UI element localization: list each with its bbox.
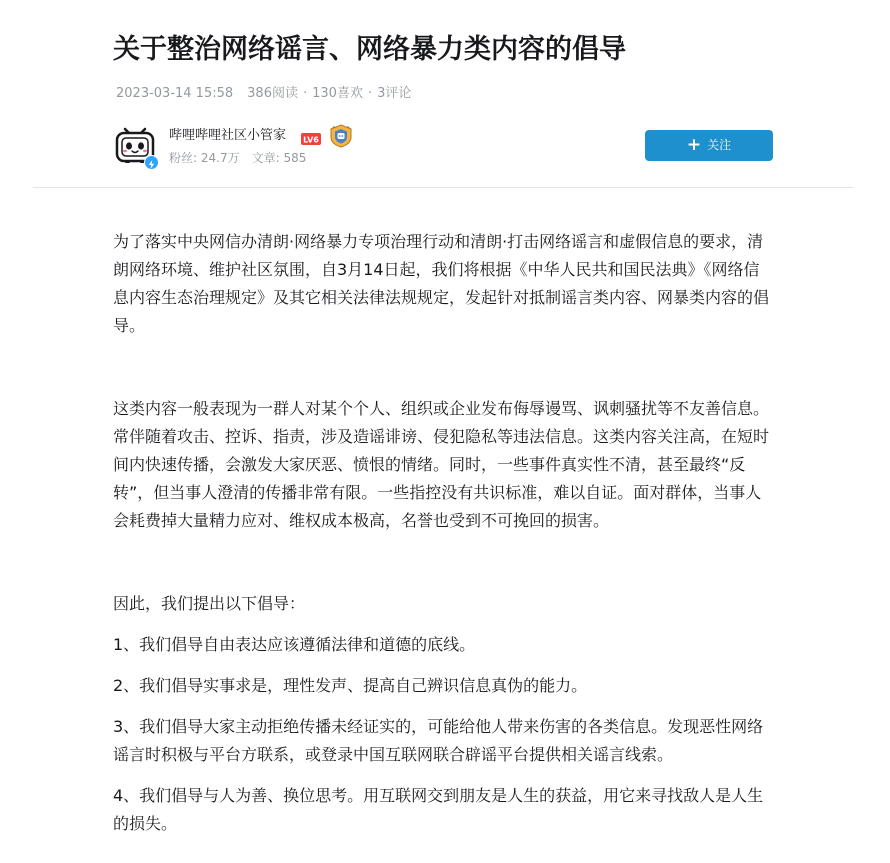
list-item: 3、我们倡导大家主动拒绝传播未经证实的，可能给他人带来伤害的各类信息。发现恶性网络谣言时积极与平台方联系，或登录中国互联网联合辟谣平台提供相关谣言线索。 — [113, 717, 764, 764]
verified-lightning-icon — [144, 155, 159, 170]
article-title: 关于整治网络谣言、网络暴力类内容的倡导 — [113, 34, 626, 65]
view-count: 386阅读 — [247, 86, 298, 101]
level-badge-icon — [301, 130, 321, 145]
list-item: 2、我们倡导实事求是，理性发声、提高自己辨识信息真伪的能力。 — [113, 676, 588, 695]
follow-button[interactable] — [645, 130, 773, 161]
fans-count: 24.7万 — [200, 151, 240, 165]
publish-date: 2023-03-14 15:58 — [116, 86, 234, 101]
meta-separator: · — [367, 86, 373, 101]
divider — [33, 187, 853, 188]
articles-count: 585 — [283, 151, 307, 165]
paragraph: 为了落实中央网信办清朗·网络暴力专项治理行动和清朗·打击网络谣言和虚假信息的要求，清朗网络环境、维护社区氛围，自3月14日起，我们将根据《中华人民共和国民法典》《网络信息内容生态治理规定》及其它相关法律法规规定，发起针对抵制谣言类内容、网暴类内容的倡导。 — [113, 232, 770, 335]
like-count: 130喜欢 — [312, 86, 363, 101]
articles-label: 文章: — [251, 151, 280, 165]
comment-count[interactable]: 3评论 — [377, 86, 412, 101]
paragraph: 因此，我们提出以下倡导： — [113, 594, 306, 613]
avatar[interactable] — [113, 122, 157, 166]
article-body — [113, 228, 775, 851]
fans-label: 粉丝: — [169, 151, 198, 165]
author-name[interactable]: 哔哩哔哩社区小管家 — [169, 128, 287, 143]
author-card — [113, 122, 773, 172]
meta-separator: · — [302, 86, 308, 101]
author-stats — [169, 148, 306, 168]
paragraph: 这类内容一般表现为一群人对某个个人、组织或企业发布侮辱谩骂、讽刺骚扰等不友善信息。常伴随着攻击、控诉、指责，涉及造谣诽谤、侵犯隐私等违法信息。这类内容关注高，在短时间内快速传播，会激发大家厌恶、愤恨的情绪。同时，一些事件真实性不清，甚至最终“反转”，但当事人澄清的传播非常有限。一些指控没有共识标准，难以自证。面对群体，当事人会耗费掉大量精力应对、维权成本极高，名誉也受到不可挽回的损害。 — [113, 399, 770, 530]
list-item: 1、我们倡导自由表达应该遵循法律和道德的底线。 — [113, 635, 476, 654]
follow-label: 关注 — [707, 138, 732, 152]
level-text: LV6 — [303, 135, 319, 145]
list-item: 4、我们倡导与人为善、换位思考。用互联网交到朋友是人生的获益，用它来寻找敌人是人生的损失。 — [113, 786, 764, 833]
plus-icon: + — [686, 135, 702, 155]
article-meta — [116, 84, 411, 104]
medal-badge-icon[interactable] — [328, 124, 354, 148]
